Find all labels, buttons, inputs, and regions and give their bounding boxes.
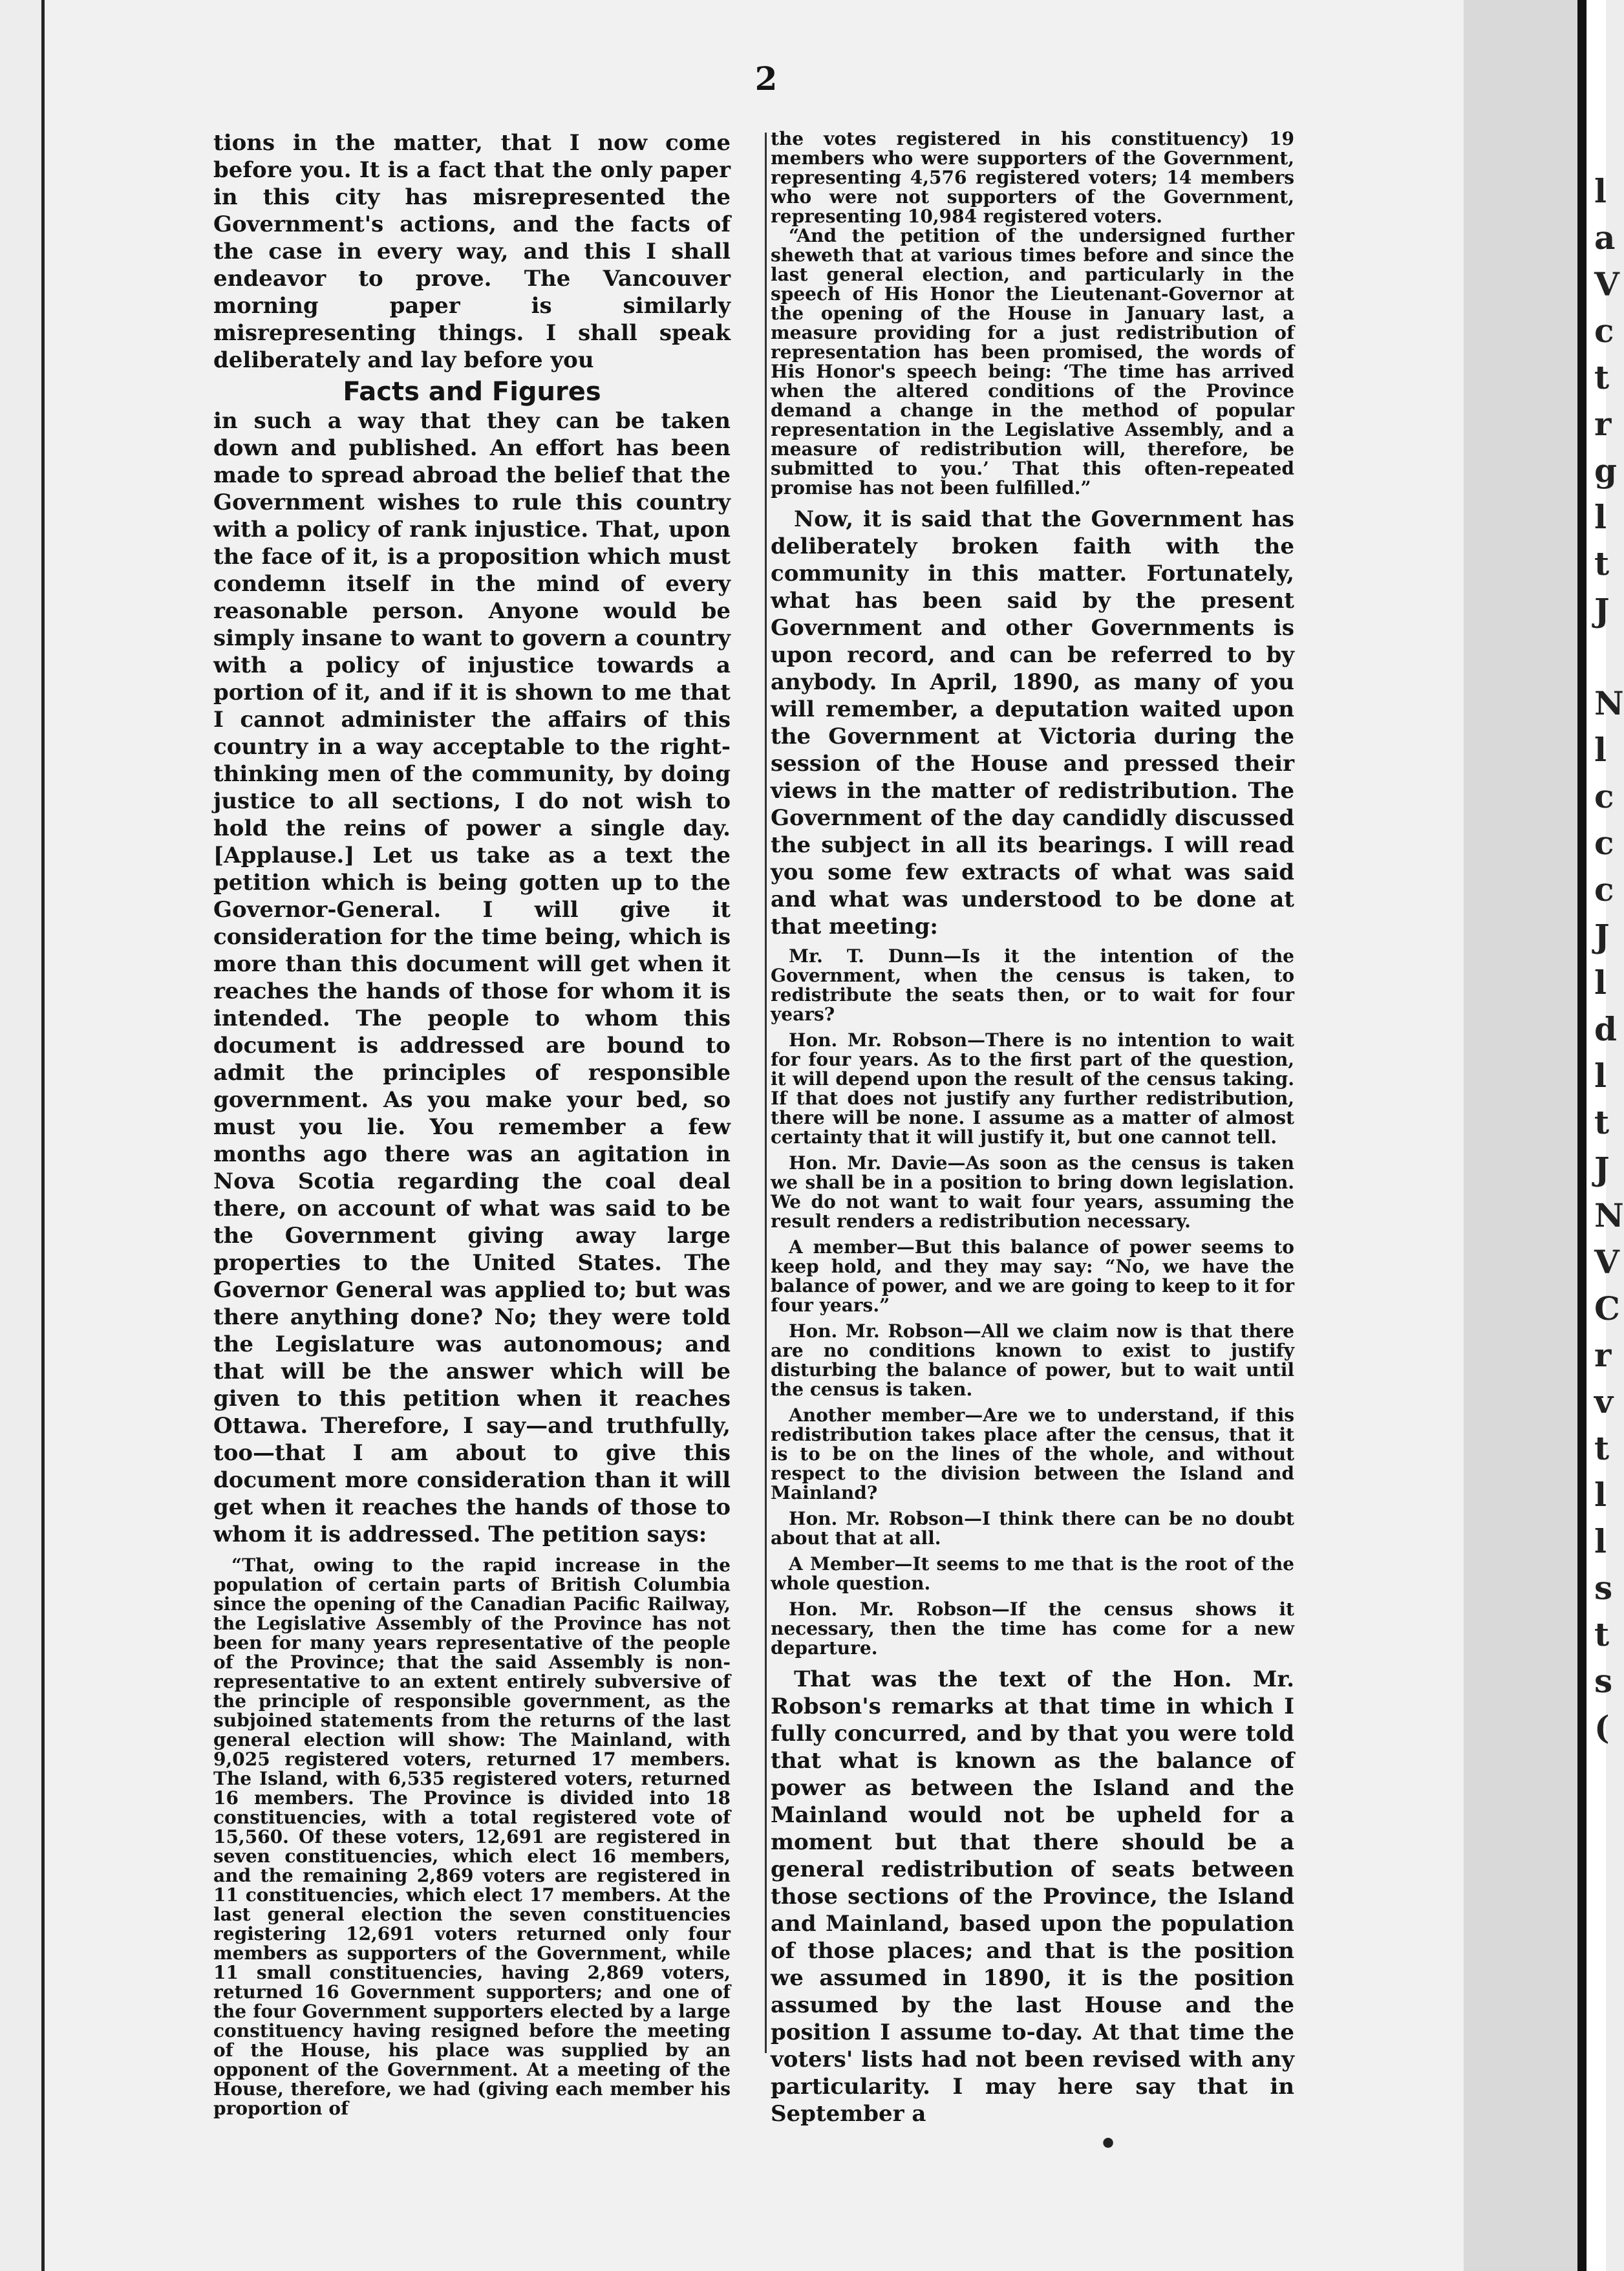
dialogue-line: Hon. Mr. Robson—If the census shows it necessary, then the time has come for a new departure.	[771, 1598, 1294, 1659]
dialogue-line: Hon. Mr. Robson—All we claim now is that there are no conditions known to exist to justify disturbing the balance of power, but to wait until the census is taken.	[771, 1320, 1294, 1400]
left-column	[213, 129, 731, 2118]
intro-paragraph: tions in the matter, that I now come before you. It is a fact that the only paper in this city has misrepresented the Government's actions, and the facts of the case in every way, and this I shall endeavor to prove. The Vancouver morning paper is similarly misrepresenting things. I shall speak deliberately and lay before you	[213, 130, 731, 373]
petition-quote: “That, owing to the rapid increase in the population of certain parts of British Columbia since the opening of the Canadian Pacific Railway, the Legislative Assembly of the Province has not been for many years representative of the people of the Province; that the said Assembly is non-representative to an extent entirely subversive of the principle of responsible government, as the subjoined statements from the returns of the last general election will show: The Mainland, with 9,025 registered voters, returned 17 members. The Island, with 6,535 registered voters, returned 16 members. The Province is divided into 18 constituencies, with a total registered vote of 15,560. Of these voters, 12,691 are registered in seven constituencies, which elect 16 members, and the remaining 2,869 voters are registered in 11 constituencies, which elect 17 members. At the last general election the seven constituencies registering 12,691 voters returned only four members as supporters of the Government, while 11 small constituencies, having 2,869 voters, returned 16 Government supporters; and one of the four Government supporters elected by a large constituency having resigned before the meeting of the House, his place was supplied by an opponent of the Government. At a meeting of the House, therefore, we had (giving each member his proportion of	[213, 1555, 731, 2119]
body-paragraph: That was the text of the Hon. Mr. Robson's remarks at that time in which I fully concurred, and by that you were told that what is known as the balance of power as between the Island and the Mainland would not be upheld for a moment but that there should be a general redistribution of seats between those sections of the Province, the Island and Mainland, based upon the population of those places; and that is the position we assumed in 1890, it is the position assumed by the last House and the position I assume to-day. At that time the voters' lists had not been revised with any particularity. I may here say that in September a	[771, 1666, 1294, 2127]
petition-further: “And the petition of the undersigned further sheweth that at various times before and since the last general election, and particularly in the speech of His Honor the Lieutenant-Governor at the opening of the House in January last, a measure providing for a just redistribution of representation has been promised, the words of His Honor's speech being: ‘The time has arrived when the altered conditions of the Province demand a change in the method of popular representation in the Legislative Assembly, and a measure of redistribution will, therefore, be submitted to you.’ That this often-repeated promise has not been fulfilled.”	[771, 225, 1294, 499]
column-divider	[765, 133, 767, 2053]
dialogue-line: Mr. T. Dunn—Is it the intention of the Government, when the census is taken, to redistribute the seats then, or to wait for four years?	[771, 945, 1294, 1025]
dialogue-line: A Member—It seems to me that is the root of the whole question.	[771, 1553, 1294, 1594]
dialogue-line: Hon. Mr. Robson—There is no intention to wait for four years. As to the first part of the question, it will depend upon the result of the census taking. If that does not justify any further redistribution, there will be none. I assume as a matter of almost certainty that it will justify it, but one cannot tell.	[771, 1029, 1294, 1148]
petition-continued: the votes registered in his constituency) 19 members who were supporters of the Government, representing 4,576 registered voters; 14 members who were not supporters of the Government, representing 10,984 registered voters.	[771, 128, 1294, 227]
body-paragraph: Now, it is said that the Government has deliberately broken faith with the community in this matter. Fortunately, what has been said by the present Government and other Governments is upon record, and can be referred to by anybody. In April, 1890, as many of you will remember, a deputation waited upon the Government at Victoria during the session of the House and pressed their views in the matter of redistribution. The Government of the day candidly discussed the subject in all its bearings. I will read you some few extracts of what was said and what was understood to be done at that meeting:	[771, 506, 1294, 940]
page-number: 2	[754, 59, 778, 98]
dialogue-line: A member—But this balance of power seems to keep hold, and they may say: “No, we have the balance of power, and we are going to keep to it for four years.”	[771, 1236, 1294, 1316]
ink-smudge-mark: •	[1099, 2127, 1118, 2160]
right-column	[771, 129, 1294, 2127]
section-heading: Facts and Figures	[343, 377, 601, 407]
adjacent-page-text-fragment: l a V c t r g l t J N l c c c J l d l t J N V C r v t l l s t s (	[1594, 172, 1624, 1747]
dialogue-extracts	[771, 947, 1294, 1658]
body-paragraph: in such a way that they can be taken down and published. An effort has been made to spread abroad the belief that the Government wishes to rule this country with a policy of rank injustice. That, upon the face of it, is a proposition which must condemn itself in the mind of every reasonable person. Anyone would be simply insane to want to govern a country with a policy of injustice towards a portion of it, and if it is shown to me that I cannot administer the affairs of this country in a way acceptable to the right-thinking men of the community, by doing justice to all sections, I do not wish to hold the reins of power a single day. [Applause.] Let us take as a text the petition which is being gotten up to the Governor-General. I will give it consideration for the time being, which is more than this document will get when it reaches the hands of those for whom it is intended. The people to whom this document is addressed are bound to admit the principles of responsible government. As you make your bed, so must you lie. You remember a few months ago there was an agitation in Nova Scotia regarding the coal deal there, on account of what was said to be the Government giving away large properties to the United States. The Governor General was applied to; but was there anything done? No; they were told the Legislature was autonomous; and that will be the answer which will be given to this petition when it reaches Ottawa. Therefore, I say—and truthfully, too—that I am about to give this document more consideration than it will get when it reaches the hands of those to whom it is addressed. The petition says:	[213, 408, 731, 1547]
dialogue-line: Hon. Mr. Robson—I think there can be no doubt about that at all.	[771, 1508, 1294, 1549]
dialogue-line: Hon. Mr. Davie—As soon as the census is taken we shall be in a position to bring down legislation. We do not want to wait four years, assuming the result renders a redistribution necessary.	[771, 1152, 1294, 1232]
dialogue-line: Another member—Are we to understand, if this redistribution takes place after the census, that it is to be on the lines of the whole, and without respect to the division between the Island and Mainland?	[771, 1405, 1294, 1503]
